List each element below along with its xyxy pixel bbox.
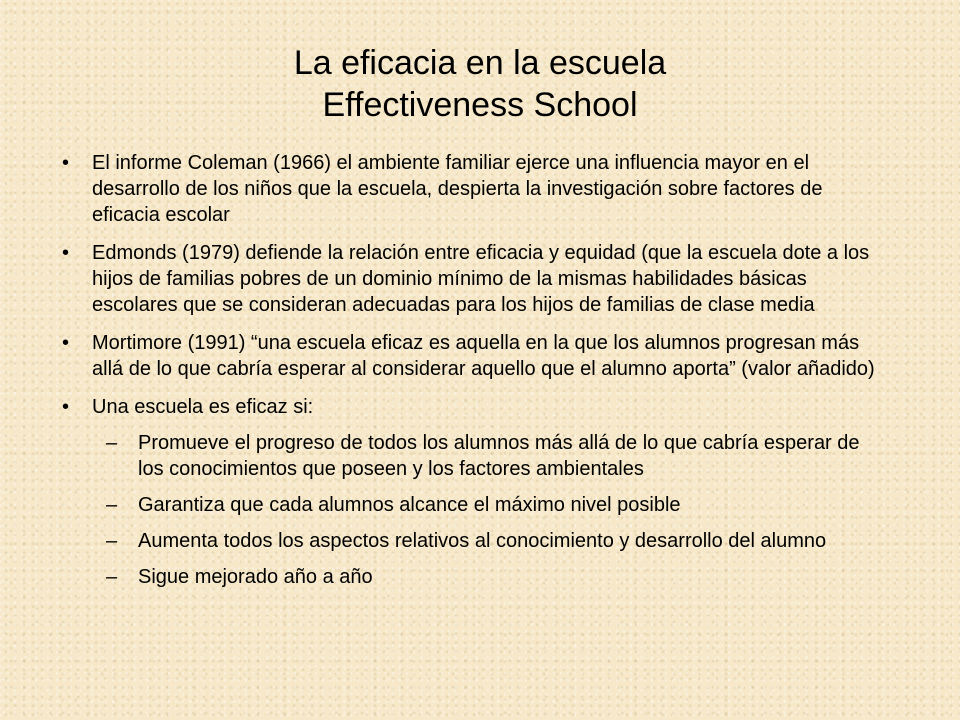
sub-bullet-marker: – [106, 566, 118, 588]
bullet-marker: • [62, 332, 70, 354]
sub-bullet-text: Promueve el progreso de todos los alumnos más allá de lo que cabría esperar de los conocimientos que poseen y los factores ambientales [138, 432, 860, 480]
bullet-marker: • [62, 242, 70, 264]
sub-bullet-sigue [62, 564, 882, 590]
sub-bullet-text: Sigue mejorado año a año [138, 566, 373, 588]
sub-bullet-aumenta [62, 528, 882, 554]
bullet-text: Edmonds (1979) defiende la relación entre eficacia y equidad (que la escuela dote a los hijos de familias pobres de un dominio mínimo de la mismas habilidades básicas escolares que se consideran adecuadas para los hijos de familias de clase media [92, 242, 870, 316]
bullet-text: Una escuela es eficaz si: [92, 396, 314, 418]
bullet-marker: • [62, 152, 70, 174]
bullet-mortimore [62, 330, 882, 382]
slide-body [62, 150, 882, 600]
bullet-eficaz-si [62, 394, 882, 420]
sub-bullet-marker: – [106, 530, 118, 552]
bullet-coleman [62, 150, 882, 228]
sub-bullet-promueve [62, 430, 882, 482]
sub-bullet-marker: – [106, 494, 118, 516]
bullet-edmonds [62, 240, 882, 318]
sub-bullet-marker: – [106, 432, 118, 454]
sub-bullet-garantiza [62, 492, 882, 518]
bullet-text: El informe Coleman (1966) el ambiente familiar ejerce una influencia mayor en el desarrollo de los niños que la escuela, despierta la investigación sobre factores de eficacia escolar [92, 152, 823, 226]
sub-bullet-text: Garantiza que cada alumnos alcance el máximo nivel posible [138, 494, 681, 516]
bullet-text: Mortimore (1991) “una escuela eficaz es aquella en la que los alumnos progresan más allá de lo que cabría esperar al considerar aquello que el alumno aporta” (valor añadido) [92, 332, 875, 380]
slide-title [0, 42, 960, 126]
title-line-english: Effectiveness School [322, 86, 638, 124]
sub-bullet-text: Aumenta todos los aspectos relativos al conocimiento y desarrollo del alumno [138, 530, 827, 552]
title-line-spanish: La eficacia en la escuela [293, 44, 667, 82]
bullet-marker: • [62, 396, 70, 418]
